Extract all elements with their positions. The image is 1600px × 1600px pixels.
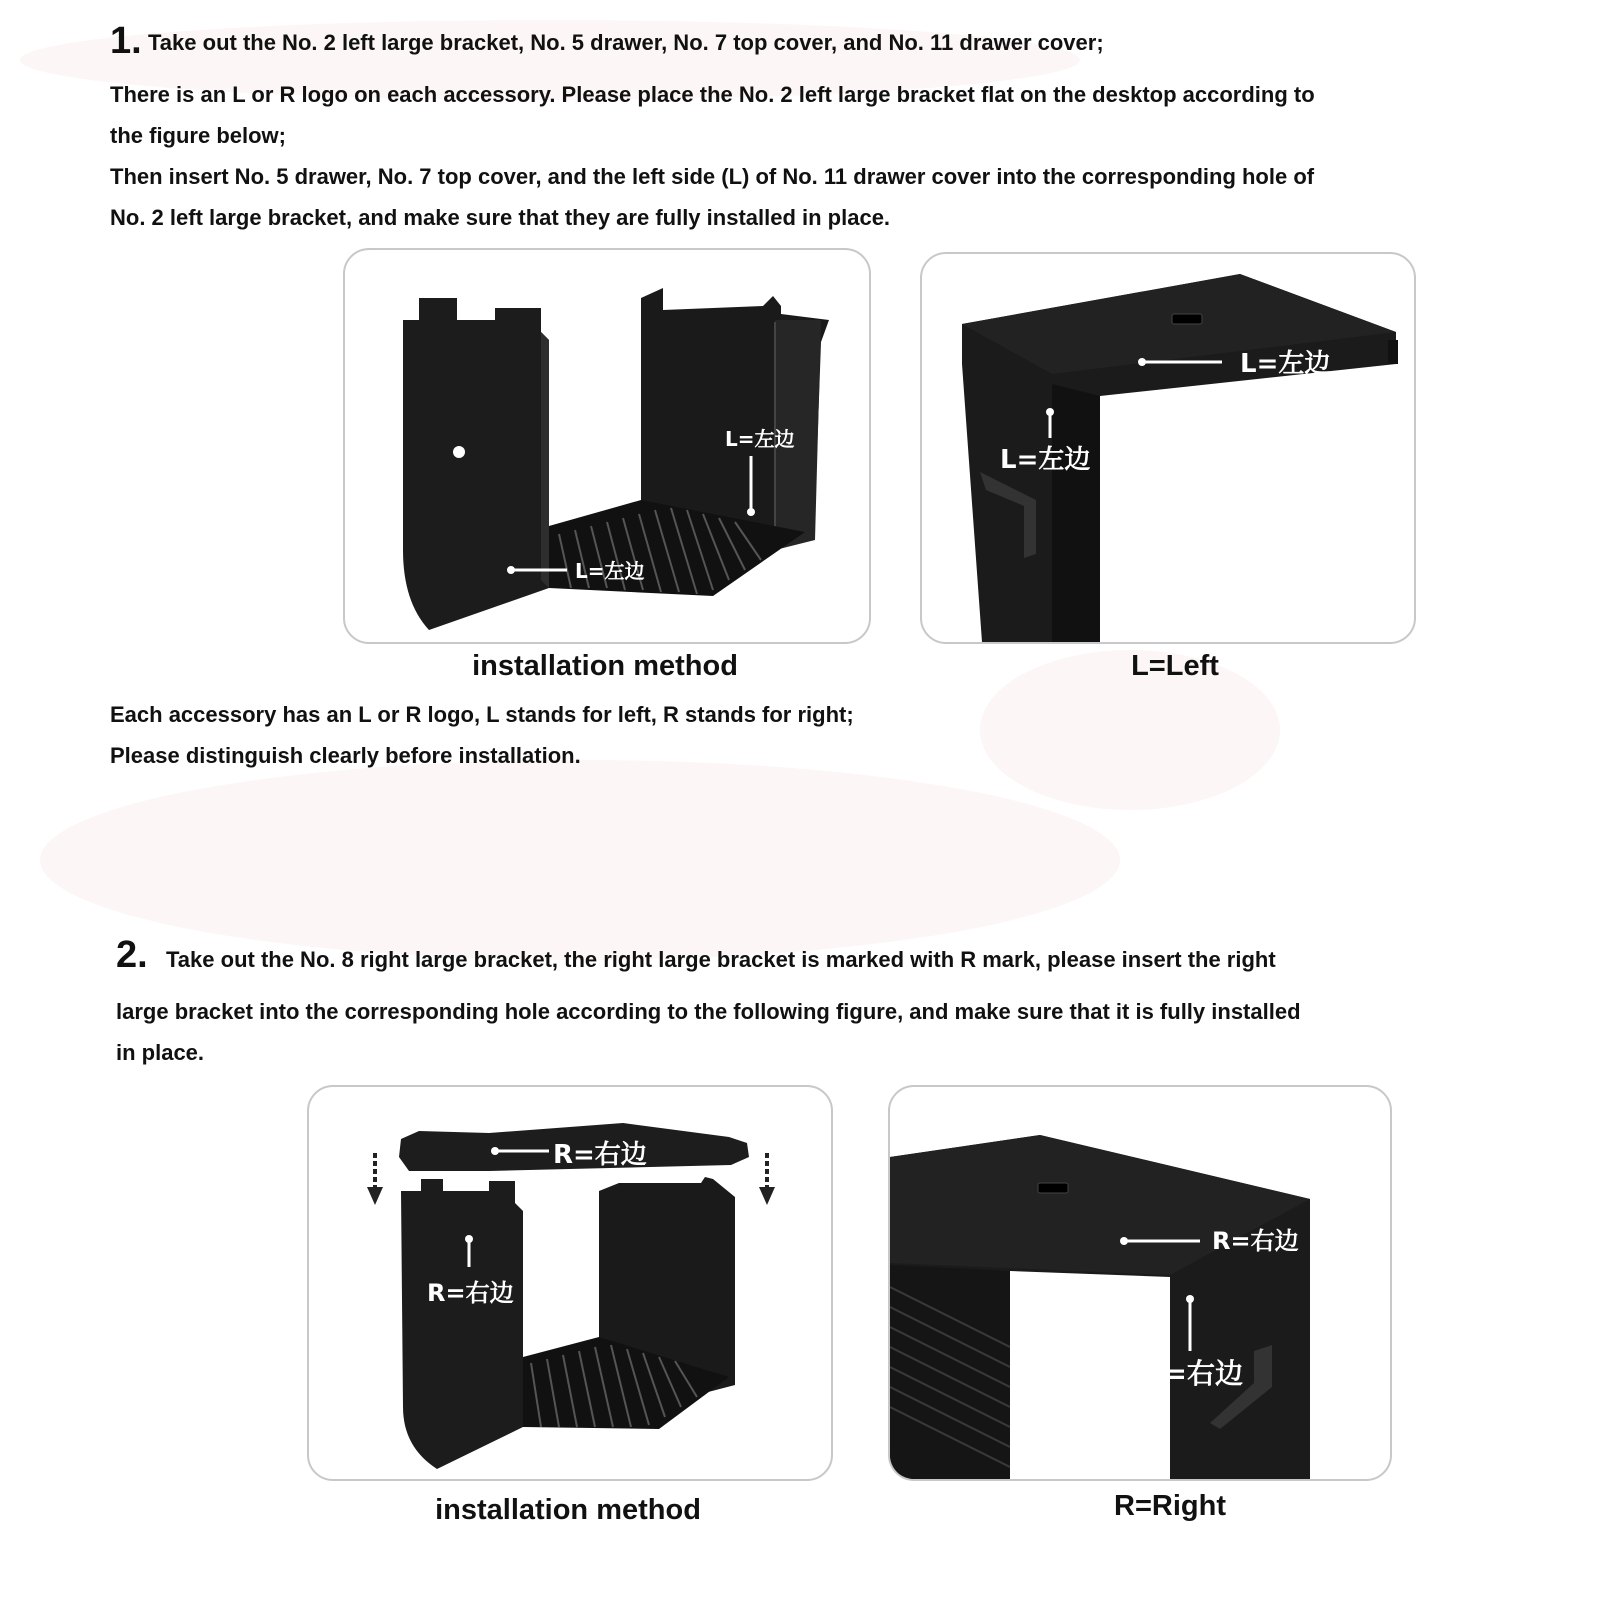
right-label-cover: R=右边 <box>553 1140 647 1170</box>
bracket-right-illustration <box>309 1087 831 1479</box>
step-1-paragraph-2-line-1: Then insert No. 5 drawer, No. 7 top cover, and the left side (L) of No. 11 drawer cover into the corresponding hole of <box>110 164 1315 189</box>
left-label-top: L=左边 <box>1240 349 1331 379</box>
step-1-caption-installation: installation method <box>472 650 738 682</box>
step-1-left-detail-figure <box>920 252 1416 644</box>
bracket-left-closeup <box>922 254 1414 642</box>
right-label-side: R=右边 <box>1142 1357 1244 1390</box>
step-1-note-line-1: Each accessory has an L or R logo, L stands for left, R stands for right; <box>110 702 854 727</box>
bracket-left-illustration <box>345 250 869 642</box>
step-1-installation-figure <box>343 248 871 644</box>
step-1-number: 1. <box>110 20 142 62</box>
step-1-caption-left: L=Left <box>1131 650 1219 682</box>
left-label-upper: L=左边 <box>725 427 795 451</box>
bracket-right-closeup <box>890 1087 1390 1479</box>
background-blob <box>40 760 1120 960</box>
step-1-paragraph-2-line-2: No. 2 left large bracket, and make sure that they are fully installed in place. <box>110 205 891 230</box>
step-2-line-2: large bracket into the corresponding hole according to the following figure, and make sure that it is fully installed <box>116 999 1301 1024</box>
right-label-top: R=右边 <box>1212 1227 1299 1255</box>
step-2-line-3: in place. <box>116 1040 205 1065</box>
step-2-caption-right: R=Right <box>1114 1490 1226 1522</box>
left-label-side: L=左边 <box>1000 445 1091 475</box>
step-2-number: 2. <box>116 934 148 976</box>
step-2-caption-installation: installation method <box>435 1494 701 1526</box>
step-2-line-1: Take out the No. 8 right large bracket, the right large bracket is marked with R mark, please insert the right <box>166 947 1276 972</box>
step-1-heading: Take out the No. 2 left large bracket, No. 5 drawer, No. 7 top cover, and No. 11 drawer cover; <box>148 30 1104 55</box>
step-1-paragraph-1-line-2: the figure below; <box>110 123 286 148</box>
step-1-note-line-2: Please distinguish clearly before installation. <box>110 743 581 768</box>
step-2-installation-figure <box>307 1085 833 1481</box>
step-1-paragraph-1-line-1: There is an L or R logo on each accessory. Please place the No. 2 left large bracket flat on the desktop according to <box>110 82 1315 107</box>
left-label-lower: L=左边 <box>575 559 645 583</box>
step-2-right-detail-figure <box>888 1085 1392 1481</box>
right-label-wall: R=右边 <box>427 1279 514 1307</box>
